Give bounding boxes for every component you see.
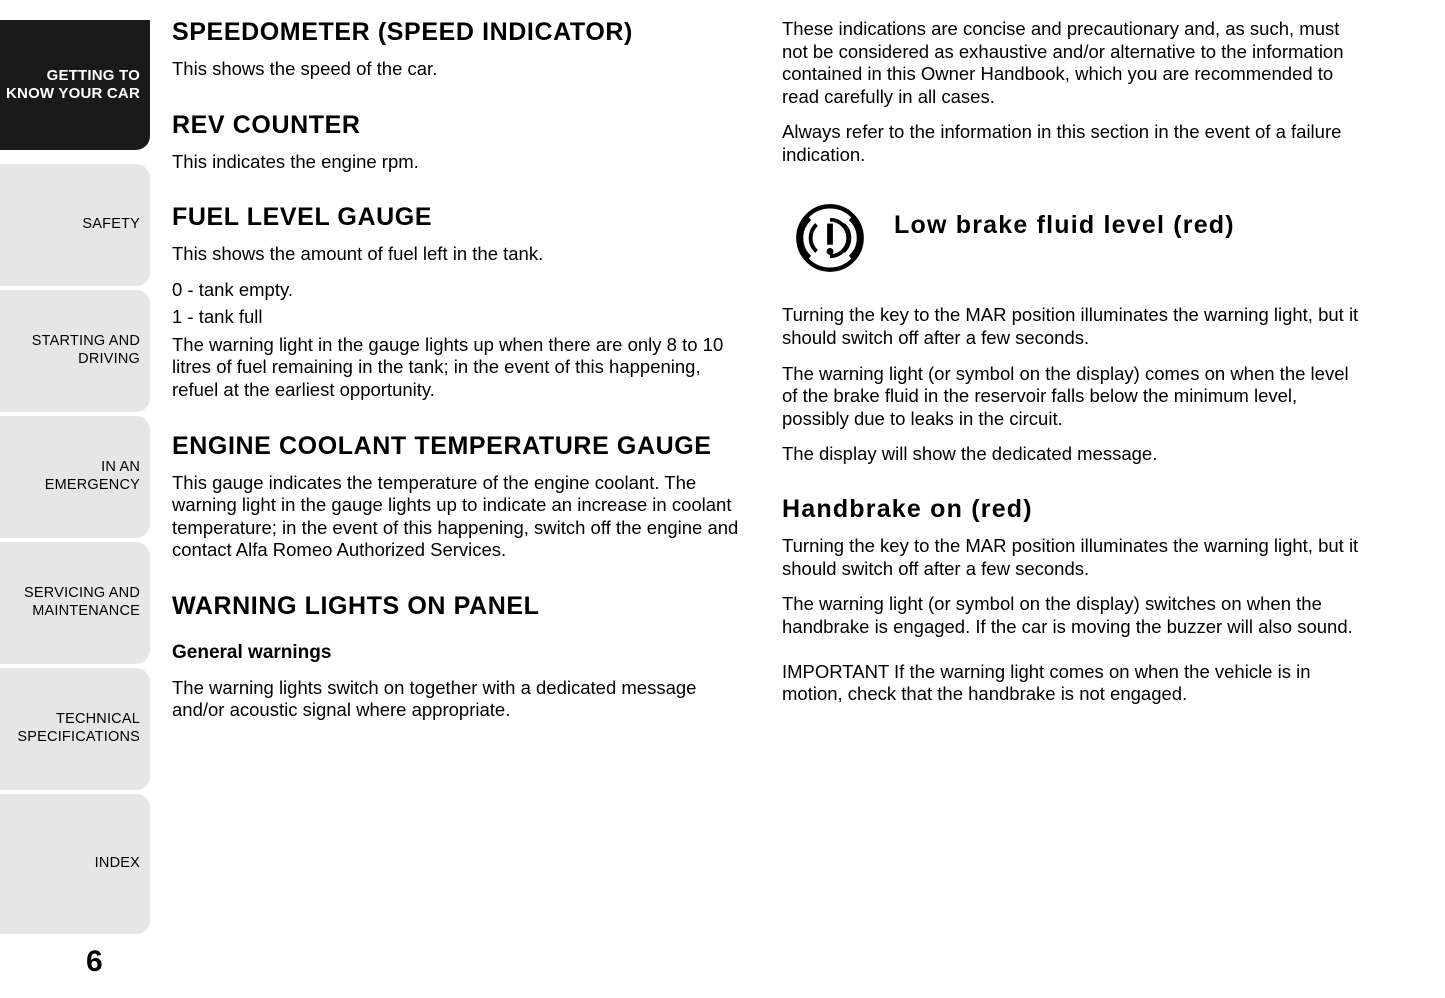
paragraph-fuel-full: 1 - tank full xyxy=(172,306,263,328)
sidebar-item-starting-and-driving[interactable] xyxy=(0,290,150,412)
sidebar-item-in-an-emergency[interactable] xyxy=(0,416,150,538)
paragraph-intro-1: These indications are concise and precautionary and, as such, must not be considered as exhaustive and/or alternative to the information contained in this Owner Handbook, which you are recommended to read carefully in all cases. xyxy=(782,18,1344,107)
sidebar-item-label: GETTING TO xyxy=(46,66,140,84)
heading-general-warnings: General warnings xyxy=(172,641,332,663)
paragraph-fuel-empty: 0 - tank empty. xyxy=(172,278,293,300)
heading-fuel-level-gauge: FUEL LEVEL GAUGE xyxy=(172,203,433,232)
paragraph-coolant: This gauge indicates the temperature of the engine coolant. The warning light in the gauge lights up to indicate an increase in coolant temperature; in the event of this happening, switch off the engine and contact Alfa Romeo Authorized Services. xyxy=(172,471,739,561)
paragraph-handbrake-1: Turning the key to the MAR position illuminates the warning light, but it should switch off after a few seconds. xyxy=(782,535,1359,579)
sidebar-item-label: SAFETY xyxy=(82,216,140,233)
sidebar-item-label: SERVICING AND xyxy=(24,585,140,602)
sidebar-item-label: STARTING AND xyxy=(31,333,140,350)
paragraph-brake-3: The display will show the dedicated message. xyxy=(782,443,1158,465)
paragraph-handbrake-2: The warning light (or symbol on the display) switches on when the handbrake is engaged. If the car is moving the buzzer will also sound. xyxy=(782,593,1353,637)
sidebar-item-technical-specifications[interactable] xyxy=(0,668,150,790)
paragraph-handbrake-important: IMPORTANT If the warning light comes on when the vehicle is in motion, check that the handbrake is not engaged. xyxy=(782,660,1311,705)
heading-engine-coolant-temperature-gauge: ENGINE COOLANT TEMPERATURE GAUGE xyxy=(172,431,712,460)
sidebar-item-safety[interactable] xyxy=(0,164,150,286)
paragraph-fuel-warning: The warning light in the gauge lights up when there are only 8 to 10 litres of fuel remaining in the tank; in the event of this happening, refuel at the earliest opportunity. xyxy=(172,333,724,400)
page-number: 6 xyxy=(86,945,103,978)
heading-low-brake-fluid-level: Low brake fluid level (red) xyxy=(894,211,1235,240)
brake-fluid-warning-symbol xyxy=(782,190,878,286)
paragraph-brake-1: Turning the key to the MAR position illuminates the warning light, but it should switch off after a few seconds. xyxy=(782,304,1359,348)
sidebar-item-servicing-and-maintenance[interactable] xyxy=(0,542,150,664)
heading-warning-lights-on-panel: WARNING LIGHTS ON PANEL xyxy=(172,591,540,620)
paragraph-general-warnings: The warning lights switch on together with a dedicated message and/or acoustic signal where appropriate. xyxy=(172,676,697,721)
sidebar-item-label: INDEX xyxy=(94,855,140,872)
brake-fluid-warning-block xyxy=(782,190,1362,286)
right-text-column xyxy=(782,18,1362,719)
paragraph-speedometer: This shows the speed of the car. xyxy=(172,58,438,79)
sidebar-item-label: SPECIFICATIONS xyxy=(17,729,140,745)
left-text-column xyxy=(172,18,742,735)
paragraph-brake-2: The warning light (or symbol on the display) comes on when the level of the brake fluid in the reservoir falls below the minimum level, possibly due to leaks in the circuit. xyxy=(782,362,1349,429)
sidebar-item-label: TECHNICAL xyxy=(56,711,140,728)
sidebar-tabs xyxy=(0,0,150,998)
sidebar-item-label: DRIVING xyxy=(78,351,140,367)
sidebar-item-label: MAINTENANCE xyxy=(32,603,140,619)
sidebar-item-index[interactable] xyxy=(0,794,150,934)
heading-speedometer: SPEEDOMETER (SPEED INDICATOR) xyxy=(172,18,633,46)
paragraph-intro-2: Always refer to the information in this section in the event of a failure indication. xyxy=(782,121,1342,165)
heading-rev-counter: REV COUNTER xyxy=(172,110,361,139)
paragraph-rev-counter: This indicates the engine rpm. xyxy=(172,150,419,172)
paragraph-fuel-intro: This shows the amount of fuel left in the tank. xyxy=(172,243,544,265)
sidebar-item-getting-to-know-your-car[interactable] xyxy=(0,20,150,150)
heading-handbrake-on: Handbrake on (red) xyxy=(782,494,1033,523)
sidebar-item-label: KNOW YOUR CAR xyxy=(6,85,140,102)
sidebar-item-label: IN AN EMERGENCY xyxy=(44,459,140,493)
